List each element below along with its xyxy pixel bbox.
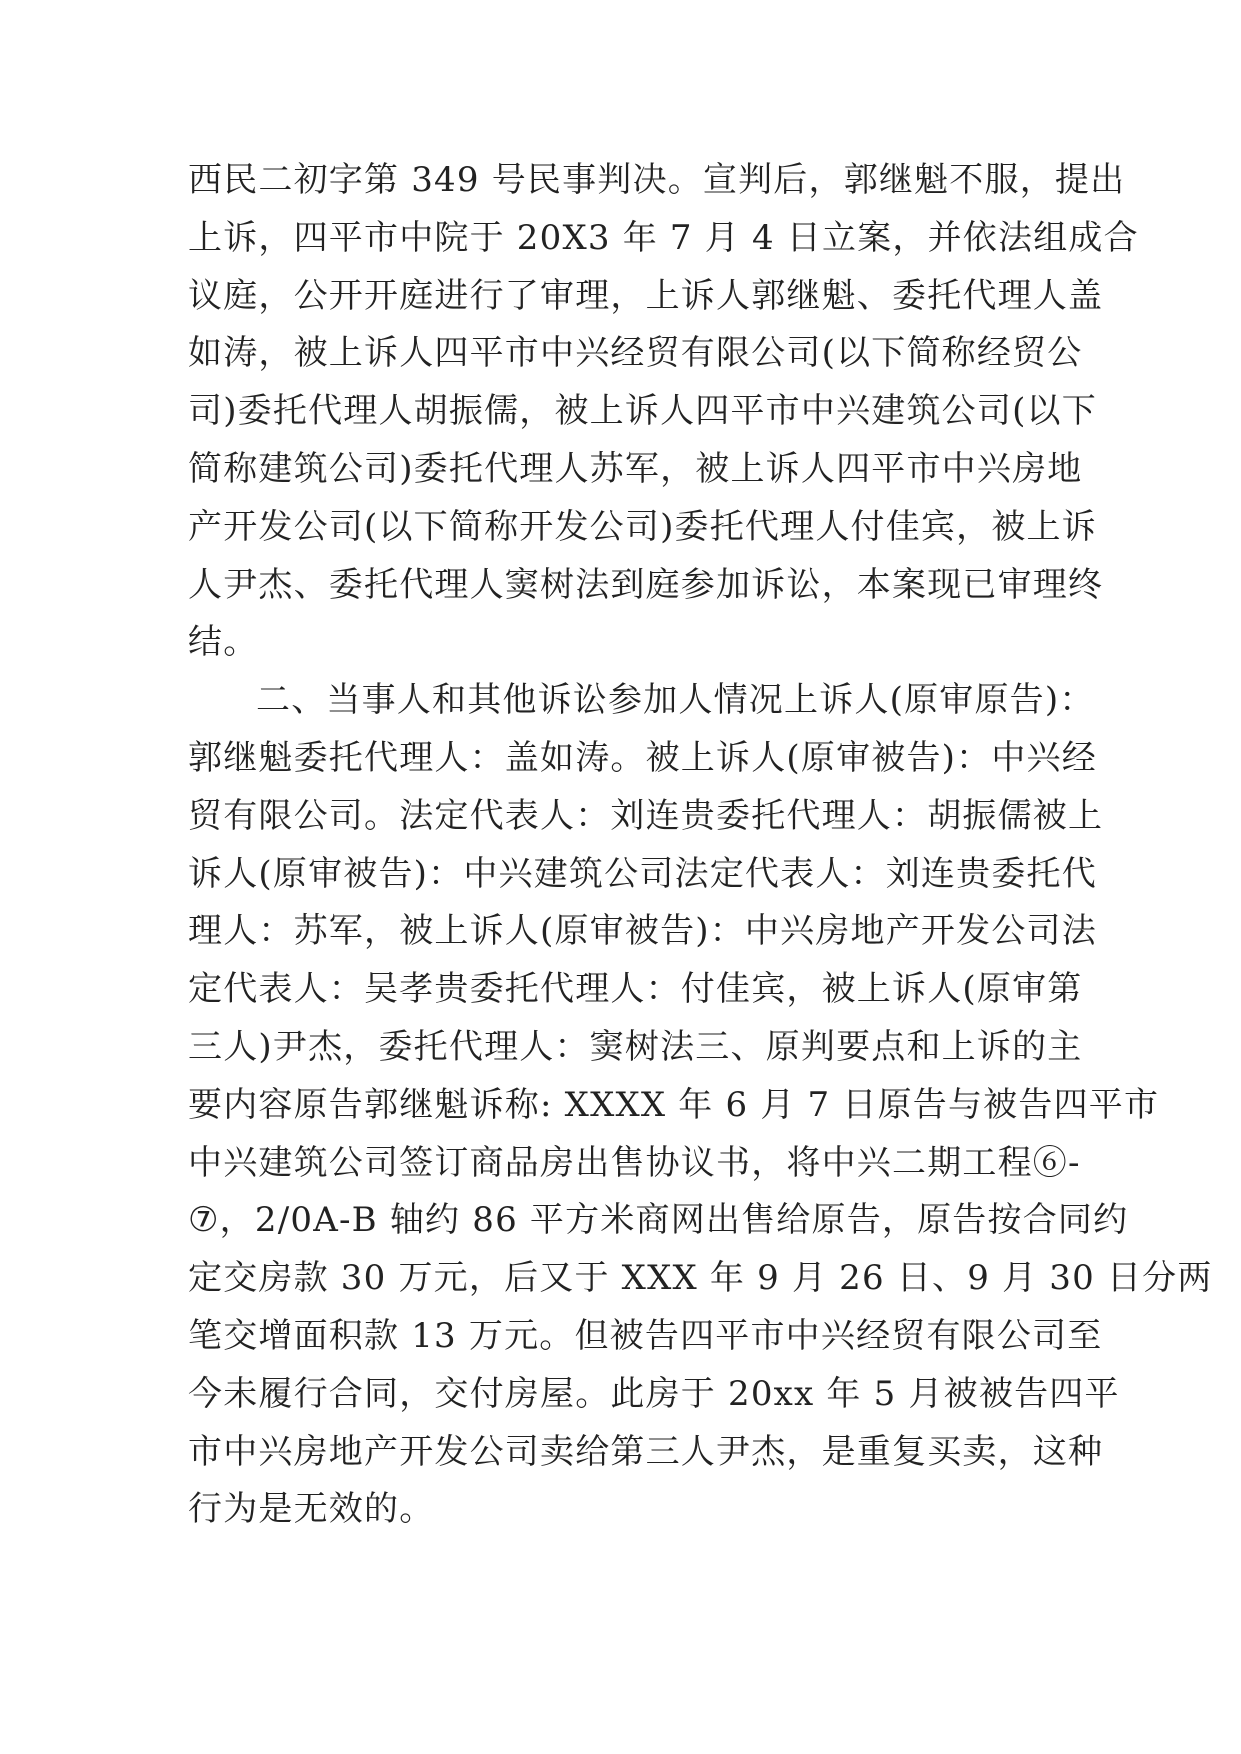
text-line: 如涛，被上诉人四平市中兴经贸有限公司(以下简称经贸公 [188, 333, 1083, 374]
text-line: 人尹杰、委托代理人窦树法到庭参加诉讼，本案现已审理终 [188, 564, 1104, 605]
text-line: 西民二初字第 349 号民事判决。宣判后，郭继魁不服，提出 [188, 160, 1126, 200]
text-line: 中兴建筑公司签订商品房出售协议书，将中兴二期工程⑥- [188, 1142, 1081, 1183]
text-line: 产开发公司(以下简称开发公司)委托代理人付佳宾，被上诉 [188, 506, 1097, 547]
text-line: 定交房款 30 万元，后又于 XXX 年 9 月 26 日、9 月 30 日分两 [188, 1258, 1213, 1299]
text-line: 要内容原告郭继魁诉称: XXXX 年 6 月 7 日原告与被告四平市 [188, 1084, 1160, 1125]
text-line: 行为是无效的。 [188, 1489, 435, 1530]
text-line: 简称建筑公司)委托代理人苏军，被上诉人四平市中兴房地 [188, 448, 1083, 489]
text-line: 定代表人：吴孝贵委托代理人：付佳宾，被上诉人(原审第 [188, 969, 1083, 1010]
document-body [188, 152, 1213, 1539]
text-line: 二、当事人和其他诉讼参加人情况上诉人(原审原告)： [256, 680, 1095, 721]
text-line: 诉人(原审被告)：中兴建筑公司法定代表人：刘连贵委托代 [188, 853, 1097, 894]
text-line: 今未履行合同，交付房屋。此房于 20xx 年 5 月被被告四平 [188, 1373, 1120, 1414]
text-line: 市中兴房地产开发公司卖给第三人尹杰，是重复买卖，这种 [188, 1431, 1104, 1472]
text-line: 司)委托代理人胡振儒，被上诉人四平市中兴建筑公司(以下 [188, 391, 1097, 432]
text-line: 上诉，四平市中院于 20X3 年 7 月 4 日立案，并依法组成合 [188, 217, 1139, 258]
text-line: 议庭，公开开庭进行了审理，上诉人郭继魁、委托代理人盖 [188, 275, 1104, 316]
text-line: 郭继魁委托代理人：盖如涛。被上诉人(原审被告)：中兴经 [188, 737, 1097, 778]
text-line: 笔交增面积款 13 万元。但被告四平市中兴经贸有限公司至 [188, 1315, 1103, 1356]
text-line: 三人)尹杰，委托代理人：窦树法三、原判要点和上诉的主 [188, 1026, 1083, 1067]
text-line: 理人：苏军，被上诉人(原审被告)：中兴房地产开发公司法 [188, 911, 1097, 952]
text-line: 贸有限公司。法定代表人：刘连贵委托代理人：胡振儒被上 [188, 795, 1104, 836]
text-line: 结。 [188, 622, 259, 663]
text-line: ⑦，2/0A-B 轴约 86 平方米商网出售给原告，原告按合同约 [188, 1200, 1129, 1241]
